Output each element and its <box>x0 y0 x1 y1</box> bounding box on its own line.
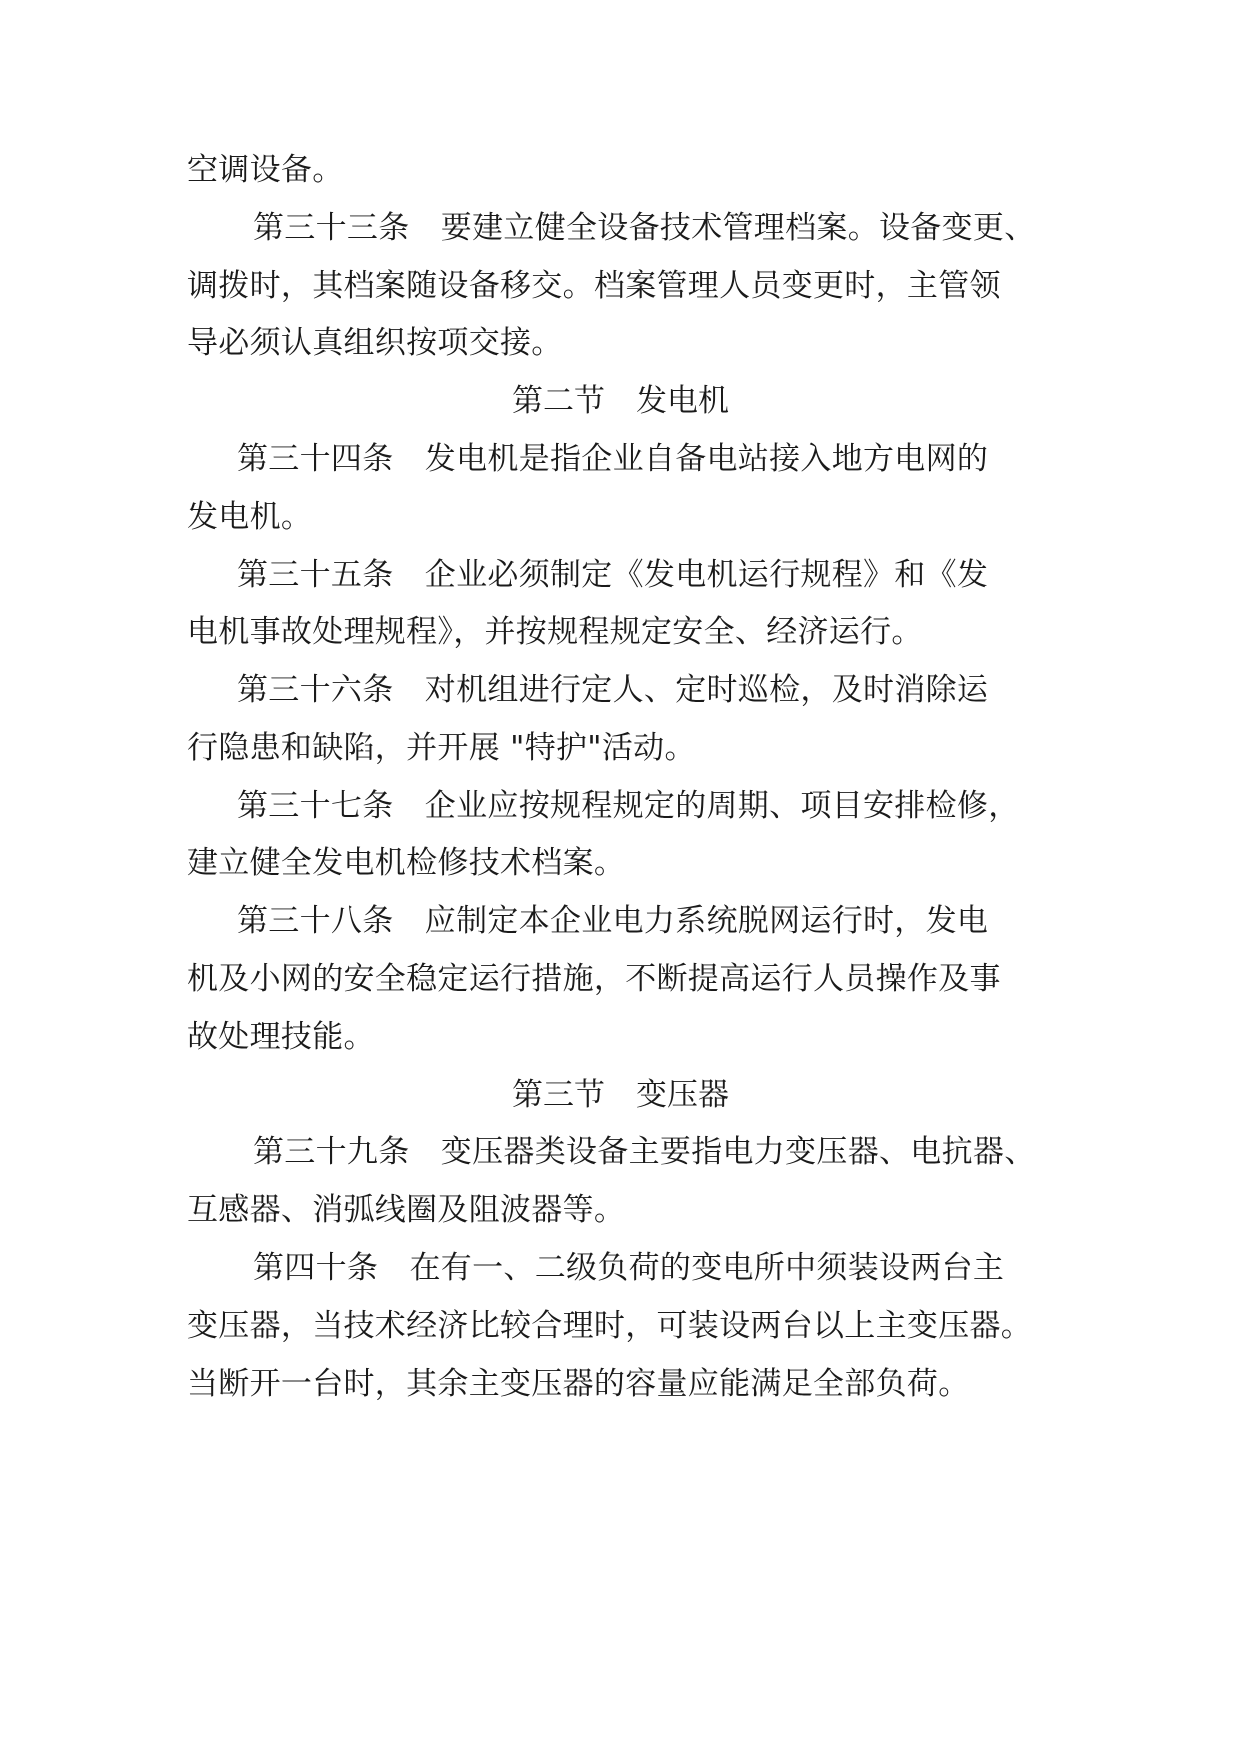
article-38-line-2: 机及小网的安全稳定运行措施，不断提高运行人员操作及事 <box>187 961 1001 997</box>
article-36-line-2: 行隐患和缺陷，并开展 "特护"活动。 <box>187 730 696 766</box>
article-38-line-1: 第三十八条 应制定本企业电力系统脱网运行时，发电 <box>237 903 989 939</box>
section-heading-transformer: 第三节 变压器 <box>512 1077 729 1113</box>
article-33-line-3: 导必须认真组织按项交接。 <box>187 325 563 361</box>
section-heading-generator: 第二节 发电机 <box>512 383 729 419</box>
article-40-line-2: 变压器，当技术经济比较合理时，可装设两台以上主变压器。 <box>187 1308 1033 1344</box>
article-39-line-1: 第三十九条 变压器类设备主要指电力变压器、电抗器、 <box>253 1134 1036 1170</box>
article-38-line-3: 故处理技能。 <box>187 1019 375 1055</box>
article-36-line-1: 第三十六条 对机组进行定人、定时巡检，及时消除运 <box>237 672 989 708</box>
article-34-line-1: 第三十四条 发电机是指企业自备电站接入地方电网的 <box>237 441 989 477</box>
article-37-line-2: 建立健全发电机检修技术档案。 <box>187 845 626 881</box>
article-39-line-2: 互感器、消弧线圈及阻波器等。 <box>187 1192 626 1228</box>
article-34-line-2: 发电机。 <box>187 499 313 535</box>
article-33-line-1: 第三十三条 要建立健全设备技术管理档案。设备变更、 <box>253 210 1036 246</box>
article-40-line-3: 当断开一台时，其余主变压器的容量应能满足全部负荷。 <box>187 1366 970 1402</box>
article-35-line-1: 第三十五条 企业必须制定《发电机运行规程》和《发 <box>237 557 989 593</box>
paragraph-line: 空调设备。 <box>187 152 344 188</box>
article-37-line-1: 第三十七条 企业应按规程规定的周期、项目安排检修， <box>237 788 1020 824</box>
article-33-line-2: 调拨时，其档案随设备移交。档案管理人员变更时，主管领 <box>187 268 1001 304</box>
article-35-line-2: 电机事故处理规程》，并按规程规定安全、经济运行。 <box>187 614 923 650</box>
article-40-line-1: 第四十条 在有一、二级负荷的变电所中须装设两台主 <box>253 1250 1005 1286</box>
